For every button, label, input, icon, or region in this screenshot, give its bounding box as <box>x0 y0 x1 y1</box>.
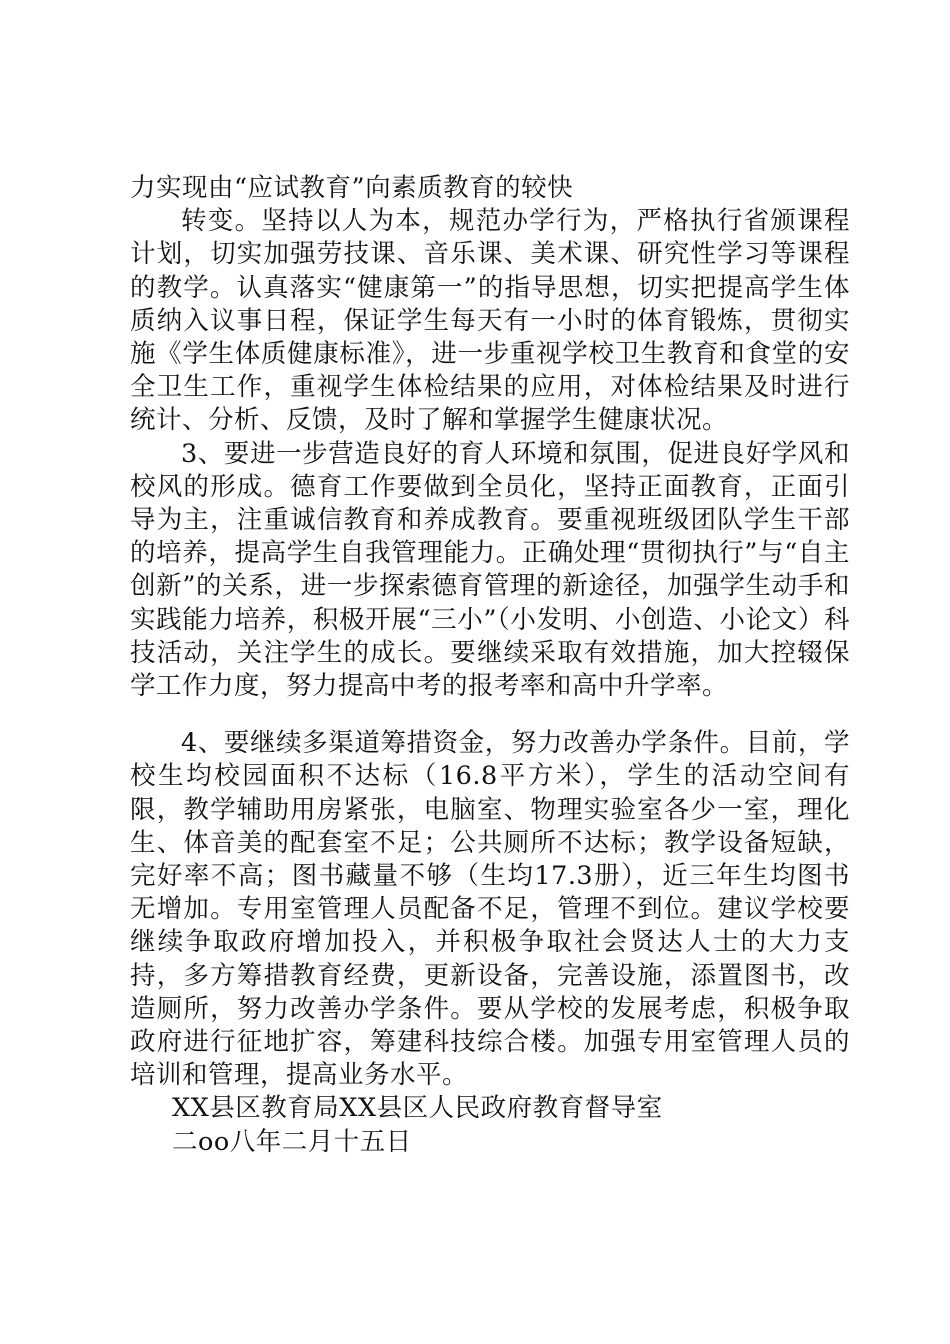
paragraph-moral-education: 3、要进一步营造良好的育人环境和氛围，促进良好学风和校风的形成。德育工作要做到全员化，坚持正面教育，正面引导为主，注重诚信教育和养成教育。要重视班级团队学生干部的培养，提高学生自我管理能力。正确处理“贯彻执行”与“自主创新”的关系，进一步探索德育管理的新途径，加强学生动手和实践能力培养，积极开展“三小”（小发明、小创造、小论文）科技活动，关注学生的成长。要继续采取有效措施，加大控辍保学工作力度，努力提高中考的报考率和高中升学率。 <box>130 438 850 702</box>
paragraph-funding: 4、要继续多渠道筹措资金，努力改善办学条件。目前，学校生均校园面积不达标（16.8平方米），学生的活动空间有限，教学辅助用房紧张，电脑室、物理实验室各少一室，理化生、体音美的配套室不足；公共厕所不达标；教学设备短缺，完好率不高；图书藏量不够（生均17.3册），近三年生均图书无增加。专用室管理人员配备不足，管理不到位。建议学校要继续争取政府增加投入，并积极争取社会贤达人士的大力支持，多方筹措教育经费，更新设备，完善设施，添置图书，改造厕所，努力改善办学条件。要从学校的发展考虑，积极争取政府进行征地扩容，筹建科技综合楼。加强专用室管理人员的培训和管理，提高业务水平。 <box>130 728 850 1091</box>
paragraph-gap <box>130 703 850 727</box>
paragraph-health: 转变。坚持以人为本，规范办学行为，严格执行省颁课程计划，切实加强劳技课、音乐课、美术课、研究性学习等课程的教学。认真落实“健康第一”的指导思想，切实把提高学生体质纳入议事日程，保证学生每天有一小时的体育锻炼，贯彻实施《学生体质健康标准》，进一步重视学校卫生教育和食堂的安全卫生工作，重视学生体检结果的应用，对体检结果及时进行统计、分析、反馈，及时了解和掌握学生健康状况。 <box>130 206 850 436</box>
paragraph-continuation: 力实现由“应试教育”向素质教育的较快 <box>130 173 574 203</box>
document-body <box>130 172 850 1159</box>
signature-issuer: XX县区教育局XX县区人民政府教育督导室 <box>172 1093 663 1124</box>
signature-date: 二oo八年二月十五日 <box>172 1126 412 1157</box>
